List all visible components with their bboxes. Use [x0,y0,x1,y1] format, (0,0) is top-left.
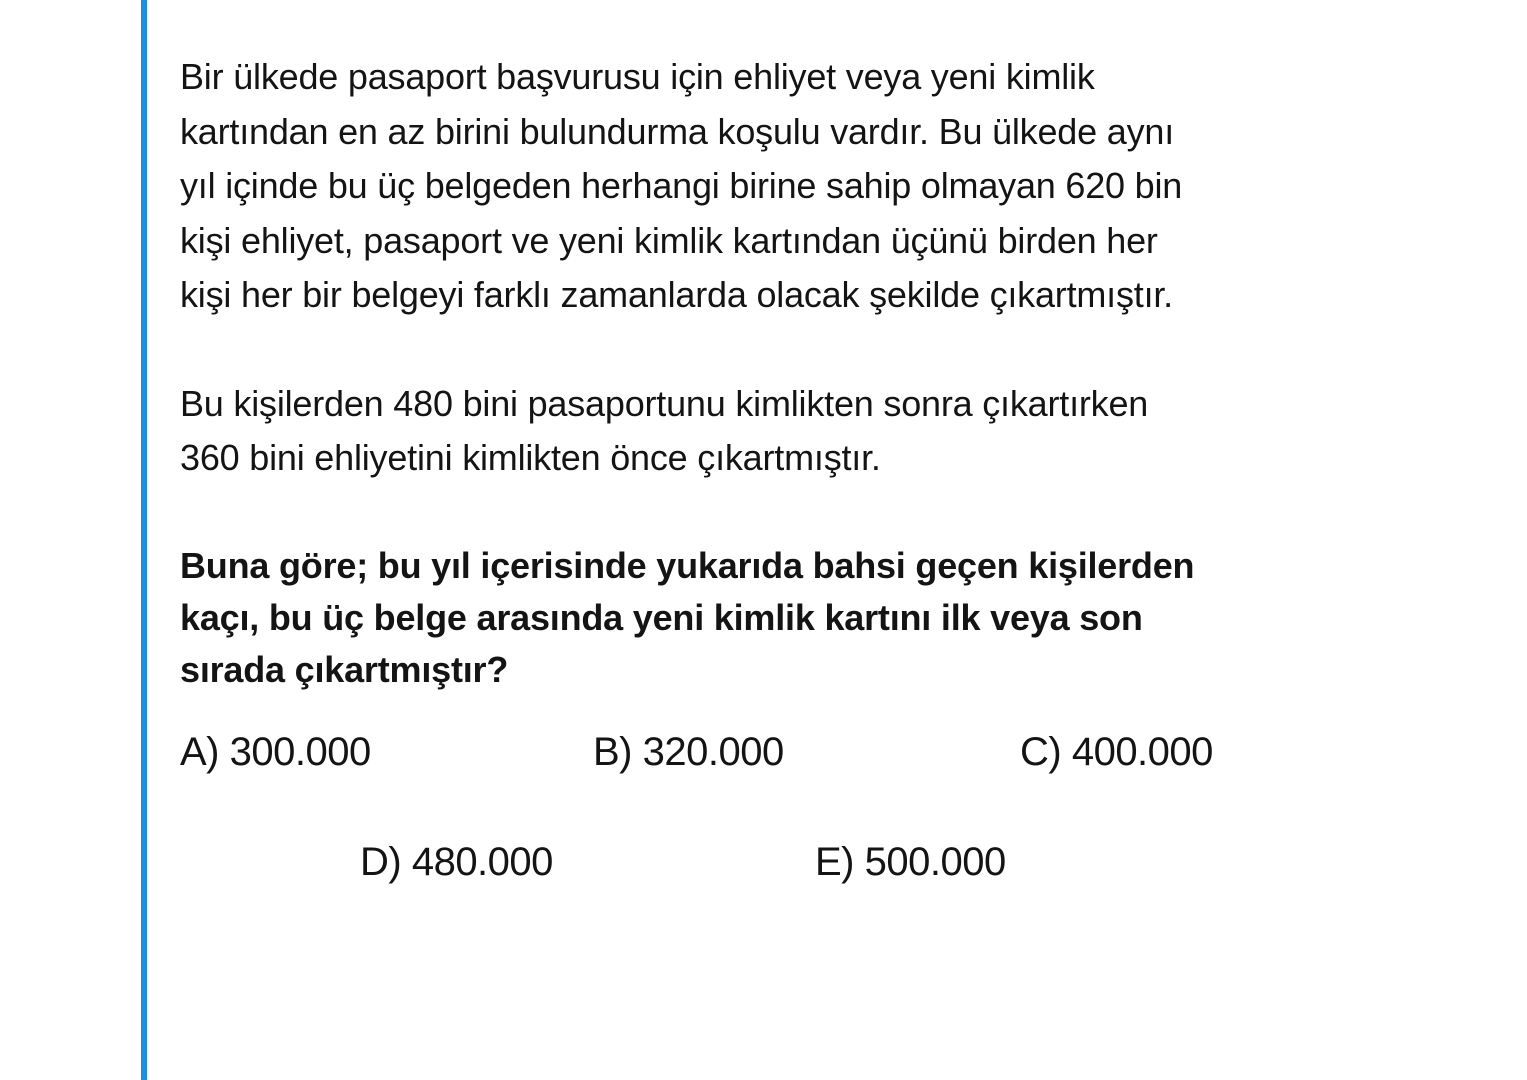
answer-option-c[interactable]: C) 400.000 [1020,730,1213,774]
answer-option-b[interactable]: B) 320.000 [593,730,784,774]
text-line: kişi her bir belgeyi farklı zamanlarda olacak şekilde çıkartmıştır. [180,274,1173,315]
text-line: Bir ülkede pasaport başvurusu için ehliyet veya yeni kimlik [180,56,1095,97]
text-line: kişi ehliyet, pasaport ve yeni kimlik kartından üçünü birden her [180,219,1158,261]
text-line: kartından en az birini bulundurma koşulu vardır. Bu ülkede aynı [180,110,1174,152]
question-paragraph-2 [180,377,1400,486]
prompt-line: sırada çıkartmıştır? [180,648,509,690]
answer-option-a[interactable]: A) 300.000 [180,730,371,774]
answer-option-e[interactable]: E) 500.000 [815,840,1006,884]
question-paragraph-1 [180,50,1400,323]
left-margin-rule [141,0,147,1080]
text-line: yıl içinde bu üç belgeden herhangi birine sahip olmayan 620 bin [180,165,1183,206]
prompt-line: kaçı, bu üç belge arasında yeni kimlik kartını ilk veya son [180,596,1143,638]
text-line: Bu kişilerden 480 bini pasaportunu kimlikten sonra çıkartırken [180,382,1149,424]
question-prompt [180,540,1400,696]
question-body [180,50,1400,696]
text-line: 360 bini ehliyetini kimlikten önce çıkartmıştır. [180,437,881,478]
prompt-line: Buna göre; bu yıl içerisinde yukarıda bahsi geçen kişilerden [180,544,1195,586]
answer-option-d[interactable]: D) 480.000 [360,840,553,884]
